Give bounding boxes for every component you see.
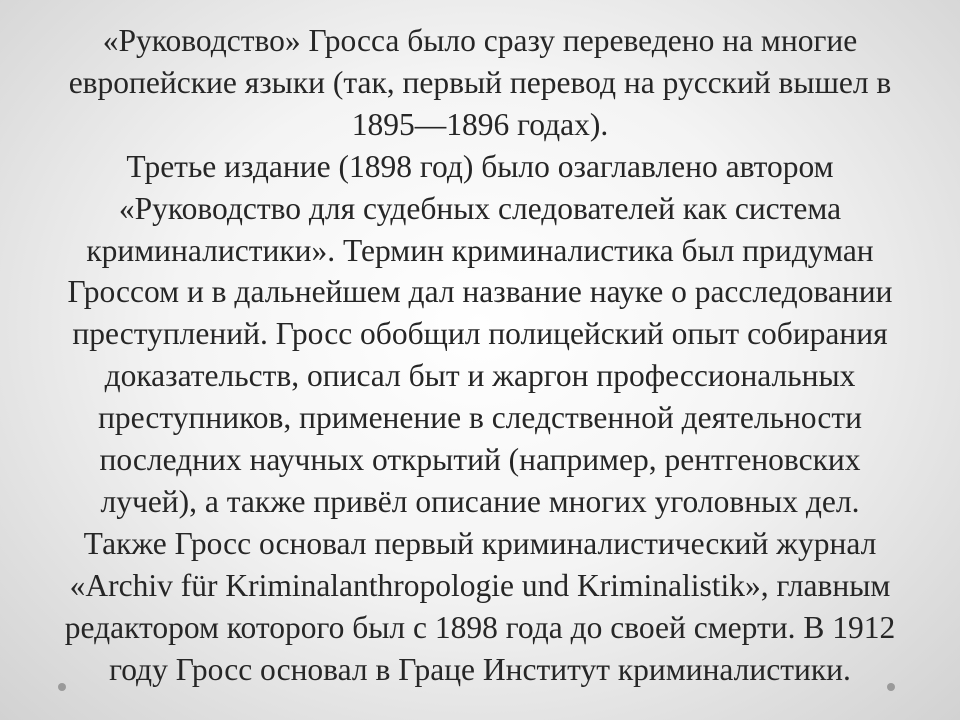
text-line: Также Гросс основал первый криминалистический журнал bbox=[83, 525, 877, 561]
text-line: преступников, применение в следственной деятельности bbox=[98, 400, 862, 436]
text-line: лучей), а также привёл описание многих уголовных дел. bbox=[100, 483, 860, 519]
text-line: «Руководство» Гросса было сразу переведено на многие bbox=[102, 23, 858, 58]
text-line: году Гросс основал в Граце Институт криминалистики. bbox=[109, 651, 851, 687]
text-line: 1895—1896 годах). bbox=[351, 106, 609, 142]
text-line: европейские языки (так, первый перевод на русский вышел в bbox=[68, 64, 892, 100]
decorative-dot-left bbox=[58, 683, 66, 691]
slide-body-text bbox=[0, 20, 960, 691]
text-line: Гроссом и в дальнейшем дал название науке о расследовании bbox=[67, 274, 893, 310]
text-line: «Archiv für Kriminalanthropologie und Kriminalistik», главным bbox=[69, 567, 891, 603]
text-line: Третье издание (1898 год) было озаглавлено автором bbox=[126, 148, 834, 184]
decorative-dot-right bbox=[887, 683, 895, 691]
text-line: криминалистики». Термин криминалистика был придуман bbox=[86, 232, 874, 268]
text-line: преступлений. Гросс обобщил полицейский опыт собирания bbox=[72, 316, 888, 352]
text-line: «Руководство для судебных следователей как система bbox=[118, 190, 842, 226]
text-line: редактором которого был с 1898 года до своей смерти. В 1912 bbox=[64, 609, 896, 645]
text-line: доказательств, описал быт и жаргон профессиональных bbox=[104, 358, 856, 394]
text-line: последних научных открытий (например, рентгеновских bbox=[99, 442, 861, 478]
